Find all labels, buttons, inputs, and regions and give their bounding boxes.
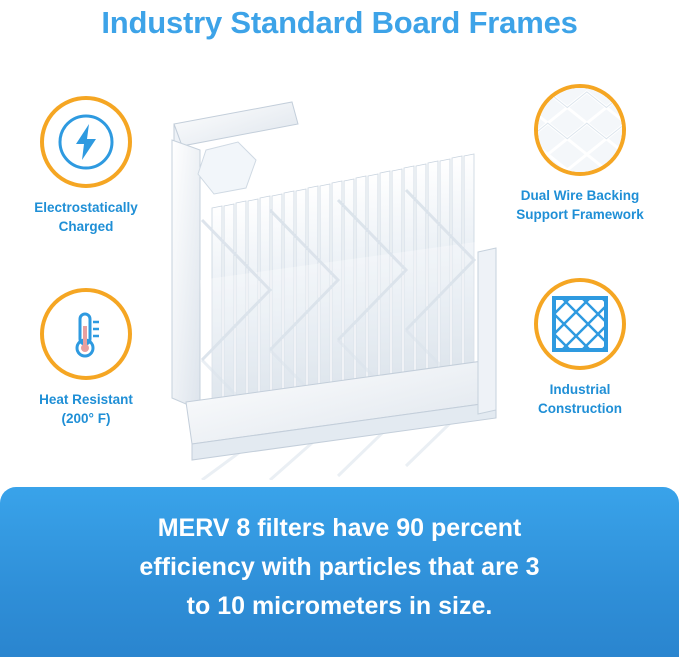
merv-banner-text <box>40 509 639 626</box>
feature-label-line2: Construction <box>538 401 622 416</box>
feature-badge-circle <box>534 278 626 370</box>
feature-label-line2: Support Framework <box>516 207 644 222</box>
feature-label-line1: Heat Resistant <box>39 392 133 407</box>
feature-label-line2: (200° F) <box>61 411 111 426</box>
feature-label-line1: Dual Wire Backing <box>520 188 640 203</box>
feature-heat-resistant <box>6 288 166 428</box>
grid-frame-icon <box>538 282 622 366</box>
feature-label <box>6 198 166 236</box>
feature-industrial-construction <box>500 278 660 418</box>
merv-banner-line3: to 10 micrometers in size. <box>186 592 493 620</box>
feature-badge-circle <box>40 96 132 188</box>
feature-label-line1: Industrial <box>549 382 611 397</box>
feature-label <box>500 380 660 418</box>
feature-label-line2: Charged <box>58 219 114 234</box>
merv-banner-line2: efficiency with particles that are 3 <box>139 553 540 581</box>
lightning-bolt-icon <box>44 100 128 184</box>
feature-badge-circle <box>534 84 626 176</box>
wire-mesh-icon <box>538 88 622 172</box>
feature-label <box>500 186 660 224</box>
feature-label-line1: Electrostatically <box>34 200 138 215</box>
feature-dual-wire-backing <box>500 84 660 224</box>
feature-badge-circle <box>40 288 132 380</box>
page-title: Industry Standard Board Frames <box>101 5 578 40</box>
feature-electrostatically-charged <box>6 96 166 236</box>
merv-banner <box>0 487 679 657</box>
product-illustration <box>160 80 510 480</box>
merv-banner-line1: MERV 8 filters have 90 percent <box>157 514 522 542</box>
thermometer-icon <box>44 292 128 376</box>
feature-label <box>6 390 166 428</box>
